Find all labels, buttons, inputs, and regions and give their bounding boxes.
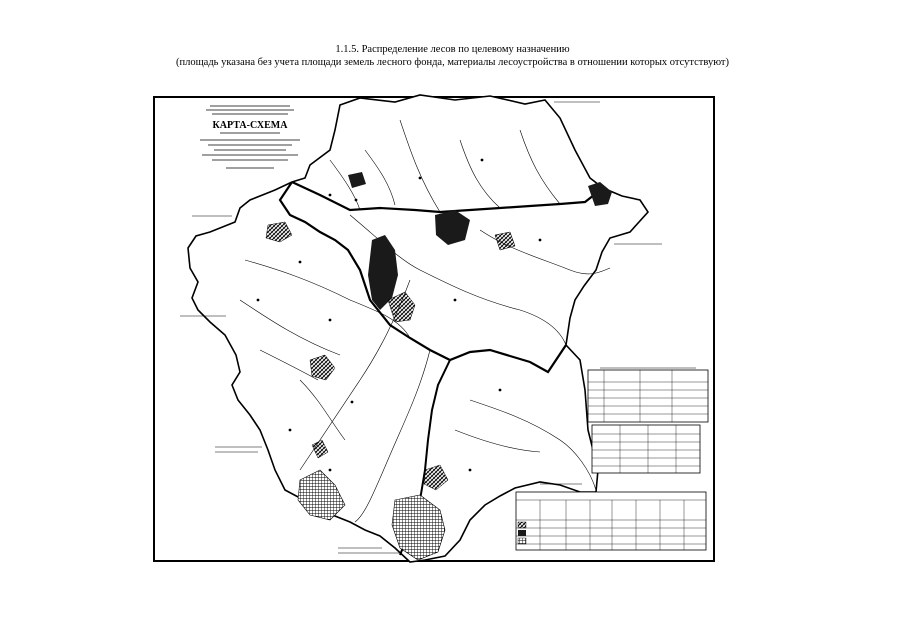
map-title: КАРТА-СХЕМА bbox=[212, 120, 288, 131]
map-title-block bbox=[200, 106, 300, 168]
legend-table-1 bbox=[588, 368, 708, 422]
caption-line-1: 1.1.5. Распределение лесов по целевому назначению bbox=[335, 44, 570, 55]
legend-table-2 bbox=[592, 425, 700, 473]
legend-table-3 bbox=[516, 492, 706, 550]
caption-line-2: (площадь указана без учета площади земель лесного фонда, материалы лесоустройства в отношении которых отсутствуют) bbox=[175, 57, 730, 68]
